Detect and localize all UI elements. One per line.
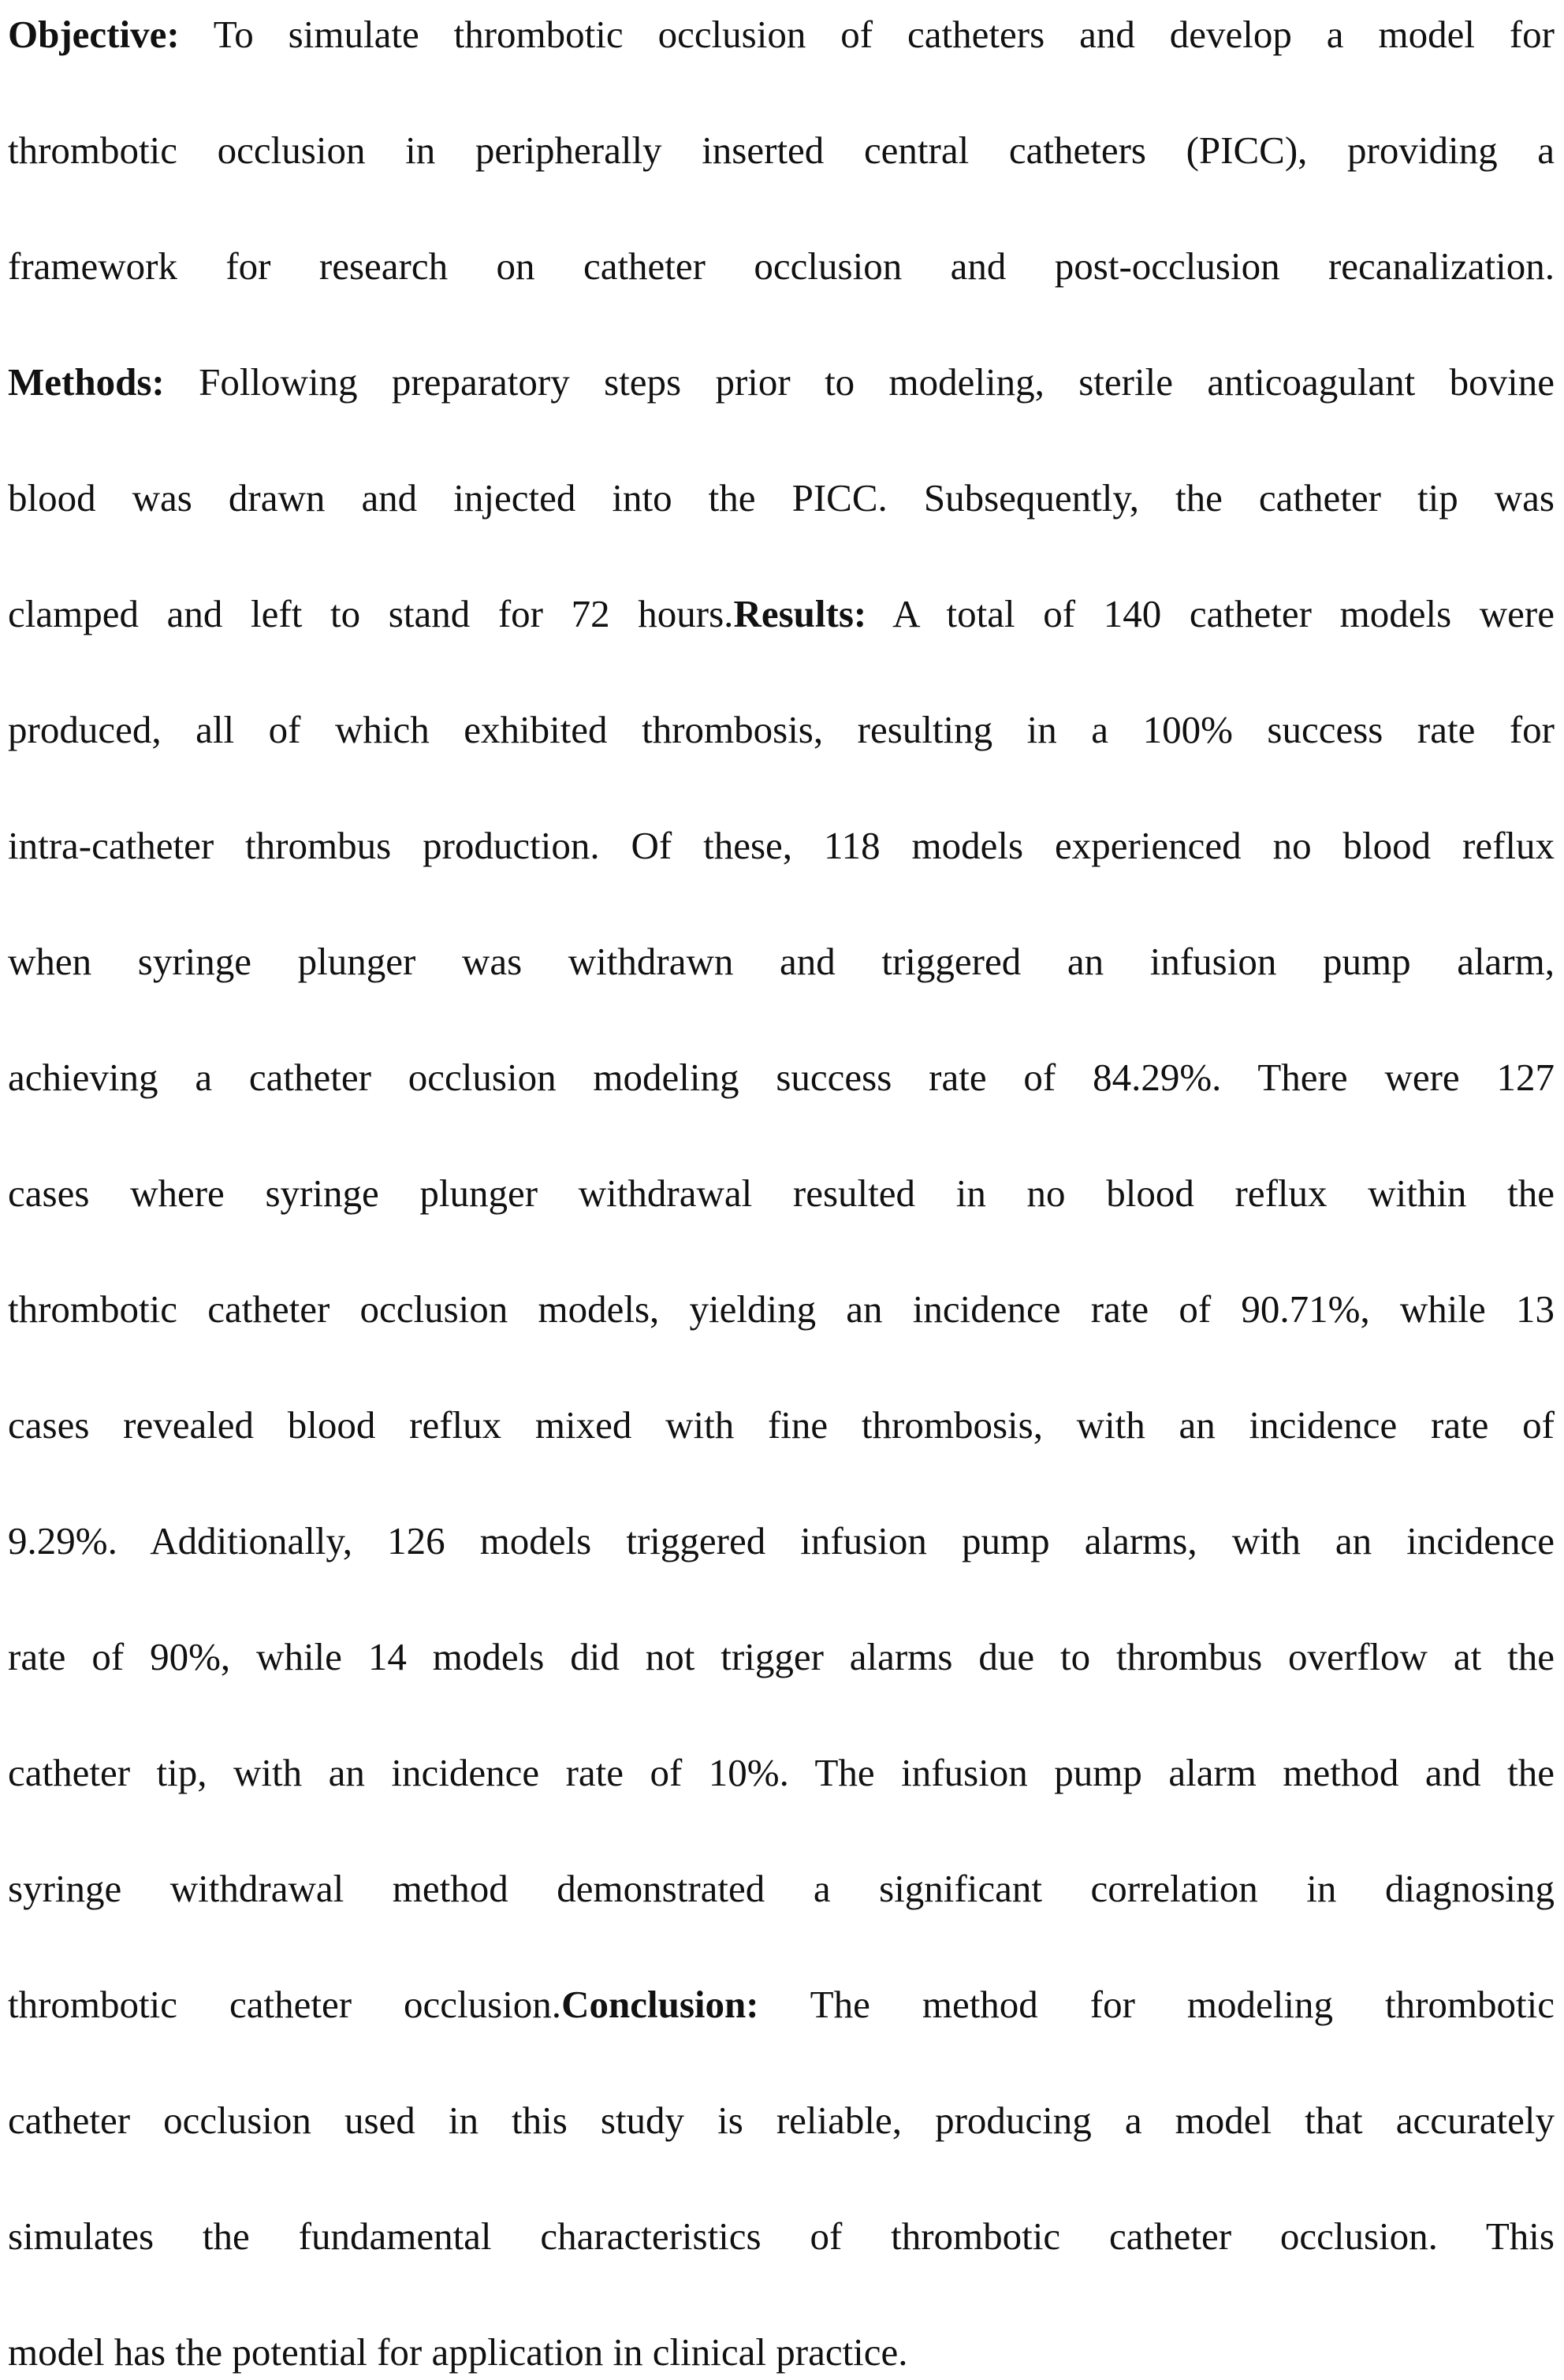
line xyxy=(8,1861,1555,1916)
line-text: rate of 90%, while 14 models did not trigger alarms due to thrombus overflow at the xyxy=(8,1635,1555,1678)
line xyxy=(8,1514,1555,1569)
line-text: when syringe plunger was withdrawn and triggered an infusion pump alarm, xyxy=(8,940,1555,983)
objective-label: Objective: xyxy=(8,13,180,56)
line-text: To simulate thrombotic occlusion of catheters and develop a model for xyxy=(179,13,1555,56)
line xyxy=(8,1977,1555,2032)
line-text: catheter occlusion used in this study is reliable, producing a model that accurately xyxy=(8,2099,1555,2142)
line-text: thrombotic occlusion in peripherally inserted central catheters (PICC), providing a xyxy=(8,128,1555,172)
line xyxy=(8,7,1555,62)
line xyxy=(8,239,1555,294)
line xyxy=(8,2093,1555,2148)
line xyxy=(8,471,1555,526)
line-text: catheter tip, with an incidence rate of 10%. The infusion pump alarm method and the xyxy=(8,1751,1555,1794)
methods-label: Methods: xyxy=(8,360,165,404)
line-text: syringe withdrawal method demonstrated a significant correlation in diagnosing xyxy=(8,1867,1555,1910)
line-text: thrombotic catheter occlusion. xyxy=(8,1983,562,2026)
line xyxy=(8,1050,1555,1105)
line xyxy=(8,934,1555,989)
line-text: model has the potential for application in clinical practice. xyxy=(8,2330,908,2374)
line-text: produced, all of which exhibited thrombosis, resulting in a 100% success rate for xyxy=(8,708,1555,751)
line-text: clamped and left to stand for 72 hours. xyxy=(8,592,734,635)
line xyxy=(8,355,1555,410)
line-text: simulates the fundamental characteristics of thrombotic catheter occlusion. This xyxy=(8,2214,1555,2258)
line-text: achieving a catheter occlusion modeling success rate of 84.29%. There were 127 xyxy=(8,1056,1555,1099)
line xyxy=(8,1745,1555,1801)
results-label: Results: xyxy=(733,592,867,635)
line xyxy=(8,1282,1555,1337)
line-text: 9.29%. Additionally, 126 models triggered infusion pump alarms, with an incidence xyxy=(8,1519,1555,1562)
line xyxy=(8,1166,1555,1221)
line xyxy=(8,1629,1555,1685)
line xyxy=(8,587,1555,642)
line-text: The method for modeling thrombotic xyxy=(758,1983,1555,2026)
line xyxy=(8,1398,1555,1453)
conclusion-label: Conclusion: xyxy=(561,1983,759,2026)
line xyxy=(8,2209,1555,2264)
line-text: Following preparatory steps prior to modeling, sterile anticoagulant bovine xyxy=(164,360,1555,404)
line-text: intra-catheter thrombus production. Of these, 118 models experienced no blood reflux xyxy=(8,824,1555,867)
line-text: A total of 140 catheter models were xyxy=(866,592,1555,635)
line-text: framework for research on catheter occlusion and post-occlusion recanalization. xyxy=(8,244,1555,288)
line-text: cases revealed blood reflux mixed with fine thrombosis, with an incidence rate of xyxy=(8,1403,1555,1447)
line xyxy=(8,702,1555,758)
line-text: thrombotic catheter occlusion models, yielding an incidence rate of 90.71%, while 13 xyxy=(8,1287,1555,1331)
line-text: blood was drawn and injected into the PICC. Subsequently, the catheter tip was xyxy=(8,476,1555,520)
line-text: cases where syringe plunger withdrawal resulted in no blood reflux within the xyxy=(8,1171,1555,1215)
line xyxy=(8,818,1555,873)
line xyxy=(8,123,1555,178)
